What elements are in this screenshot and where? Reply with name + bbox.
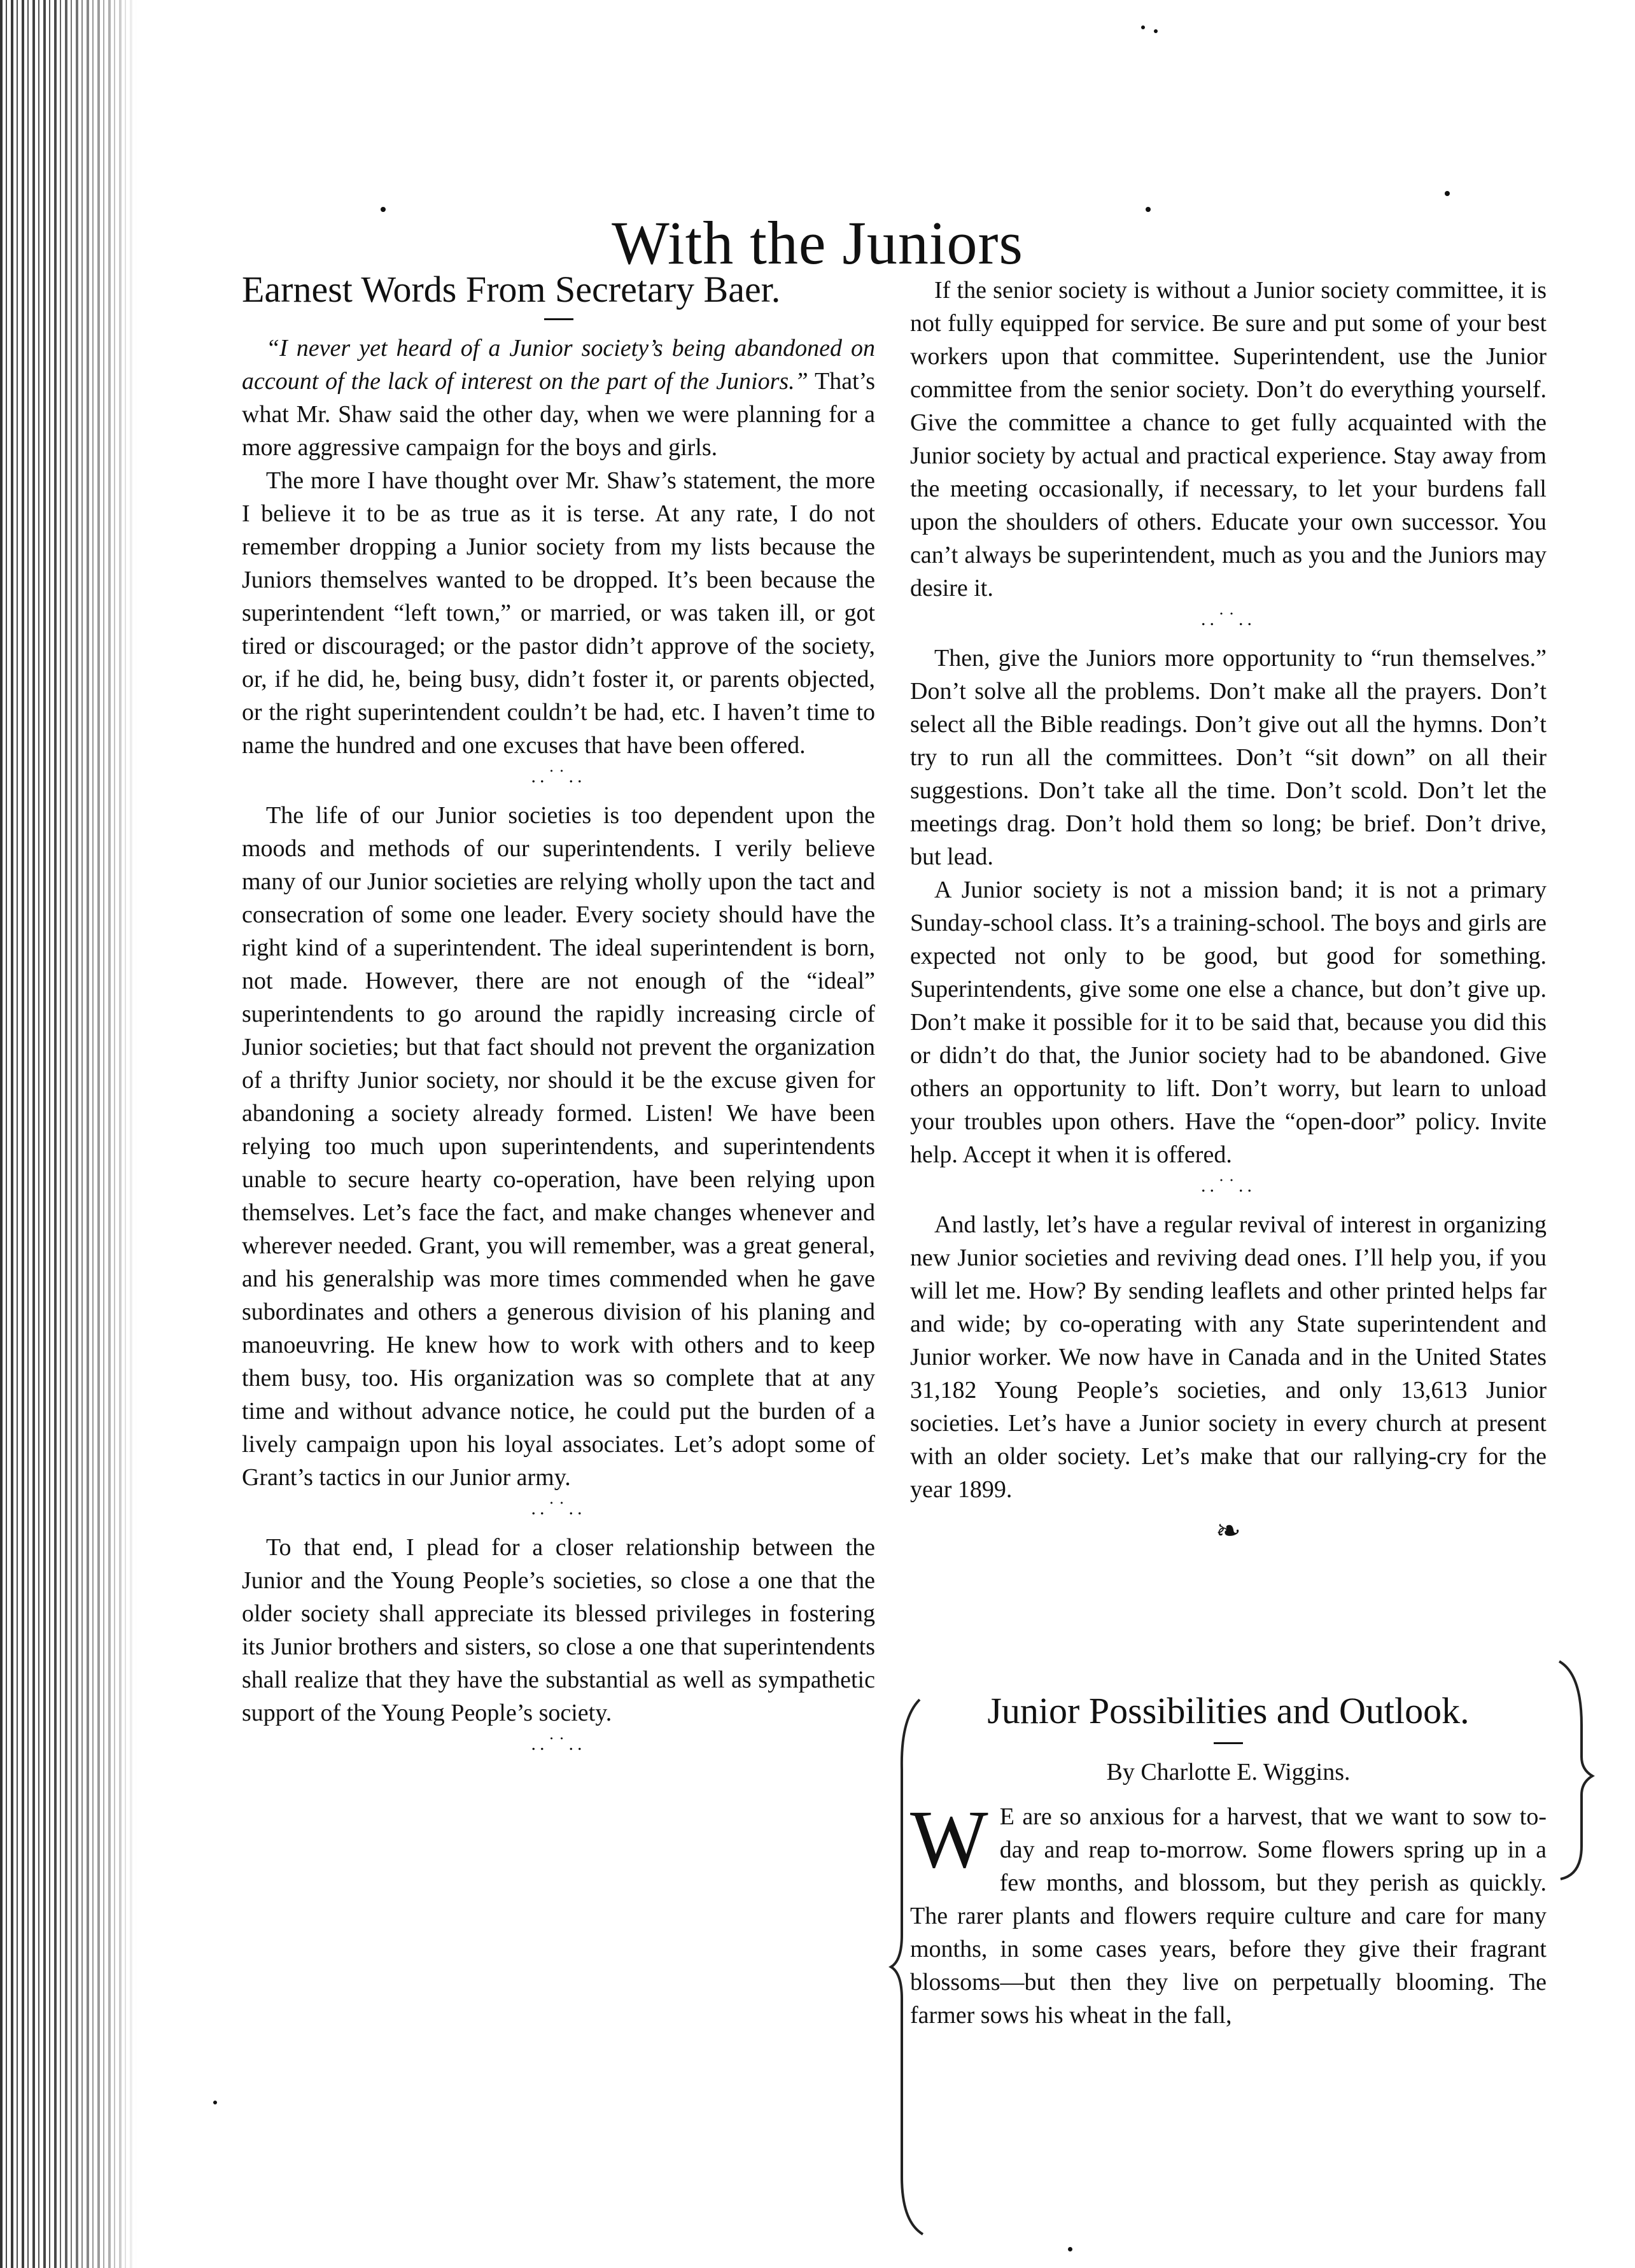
print-speck	[1068, 2247, 1072, 2251]
body-paragraph: The more I have thought over Mr. Shaw’s statement, the more I believe it to be as true as it is terse. At any rate, I do not remember dropping a Junior society from my lists because the Juniors themselves wanted to be dropped. It’s been because the superintendent “left town,” or married, or was taken ill, or got tired or discouraged; or the pastor didn’t approve of the society, or, if he did, he, being busy, didn’t foster it, or parents objected, or the right superintendent couldn’t be had, etc. I haven’t time to name the hundred and one excuses that have been offered.	[242, 467, 875, 759]
body-paragraph: Then, give the Juniors more opportunity to “run themselves.” Don’t solve all the problems. Don’t make all the prayers. Don’t select all the Bible readings. Don’t give out all the hymns. Don’t try to run all the committees. Don’t “sit down” on all their suggestions. Don’t take all the time. Don’t scold. Don’t let the meetings drag. Don’t hold them so long; be brief. Don’t drive, but lead.	[910, 645, 1547, 870]
opening-paragraph	[242, 332, 875, 464]
section-separator: ..˙˙..	[531, 1498, 586, 1519]
print-speck	[1141, 25, 1145, 29]
section-separator: ..˙˙..	[531, 766, 586, 787]
page-binding-edge	[0, 0, 137, 2268]
right-bracket-mark	[1553, 1655, 1597, 1884]
section-separator: ..˙˙..	[531, 1733, 586, 1754]
left-bracket-mark	[888, 1693, 926, 2241]
heading-rule	[1214, 1742, 1243, 1744]
article-heading-secretary-baer: Earnest Words From Secretary Baer.	[242, 269, 781, 310]
body-paragraph: And lastly, let’s have a regular revival of interest in organizing new Junior societies and reviving dead ones. I’ll help you, if you will let me. How? By sending leaflets and other printed helps far and wide; by co-operating with any State superintendent and Junior worker. We now have in Canada and in the United States 31,182 Young People’s societies, and only 13,613 Junior societies. Let’s have a Junior society in every church at present with an older society. Let’s make that our rallying-cry for the year 1899.	[910, 1211, 1547, 1503]
drop-cap: W	[910, 1794, 988, 1885]
opening-quote-continuation: That’s what Mr. Shaw said the other day, when we were planning for a more aggressive campaign for the boys and girls.	[242, 368, 876, 461]
second-article	[910, 1684, 1547, 2032]
print-speck	[213, 2101, 217, 2104]
right-column	[910, 274, 1547, 1551]
body-paragraph: If the senior society is without a Junior society committee, it is not fully equipped for service. Be sure and put some of your best workers upon that committee. Superintendent, use the Junior committee from the senior society. Don’t do everything yourself. Give the committee a chance to get fully acquainted with the Junior society by actual and practical experience. Stay away from the meeting occasionally, if necessary, to let your burdens fall upon the shoulders of others. Educate your own successor. You can’t always be superintendent, much as you and the Juniors may desire it.	[910, 277, 1547, 602]
article-body-text: E are so anxious for a harvest, that we want to sow to-day and reap to-morrow. Some flowers spring up in a few months, and blossom, but they perish as quickly. The rarer plants and flowers require culture and care for many months, in some cases years, before they give their fragrant blossoms—but then they live on perpetually blooming. The farmer sows his wheat in the fall,	[910, 1803, 1547, 2029]
left-column	[242, 267, 875, 1766]
body-paragraph: A Junior society is not a mission band; it is not a primary Sunday-school class. It’s a training-school. The boys and girls are expected not only to be good, but good for something. Superintendents, give some one else a chance, but don’t give up. Don’t make it possible for it to be said that, because you did this or didn’t do that, the Junior society had to be abandoned. Give others an opportunity to lift. Don’t worry, but learn to unload your troubles upon others. Have the “open-door” policy. Invite help. Accept it when it is offered.	[910, 877, 1547, 1168]
heading-rule	[544, 318, 573, 320]
print-speck	[1154, 29, 1158, 33]
body-paragraph: To that end, I plead for a closer relationship between the Junior and the Young People’s societies, so close a one that the older society shall appreciate its blessed privileges in fostering its Junior brothers and sisters, so close a one that superintendents shall realize that they have the substantial as well as sympathetic support of the Young People’s society.	[242, 1534, 875, 1726]
article-heading-junior-possibilities: Junior Possibilities and Outlook.	[987, 1690, 1470, 1731]
article-body	[910, 1794, 1547, 2032]
ornament-icon: ❧	[1215, 1514, 1242, 1548]
print-speck	[1445, 191, 1450, 196]
byline: By Charlotte E. Wiggins.	[1106, 1759, 1351, 1786]
section-separator: ..˙˙..	[1201, 609, 1256, 630]
section-separator: ..˙˙..	[1201, 1175, 1256, 1196]
page-title: With the Juniors	[612, 209, 1023, 278]
body-paragraph: The life of our Junior societies is too dependent upon the moods and methods of our superintendents. I verily believe many of our Junior societies are relying wholly upon the tact and consecration of some one leader. Every society should have the right kind of a superintendent. The ideal superintendent is born, not made. However, there are not enough of the “ideal” superintendents to go around the rapidly increasing circle of Junior societies; but that fact should not prevent the organization of a thrifty Junior society, nor should it be the excuse given for abandoning a society already formed. Listen! We have been relying too much upon superintendents, and superintendents unable to secure hearty co-operation, have been relying upon themselves. Let’s face the fact, and make changes whenever and wherever needed. Grant, you will remember, was a great general, and his generalship was more times commended when he gave subordinates and others a generous division of his planing and manoeuvring. He knew how to work with others and to keep them busy, too. His organization was so complete that at any time and without advance notice, he could put the burden of a lively campaign upon his loyal associates. Let’s adopt some of Grant’s tactics in our Junior army.	[242, 802, 875, 1491]
opening-quote: “I never yet heard of a Junior society’s being abandoned on account of the lack of interest on the part of the Juniors.”	[242, 335, 875, 395]
